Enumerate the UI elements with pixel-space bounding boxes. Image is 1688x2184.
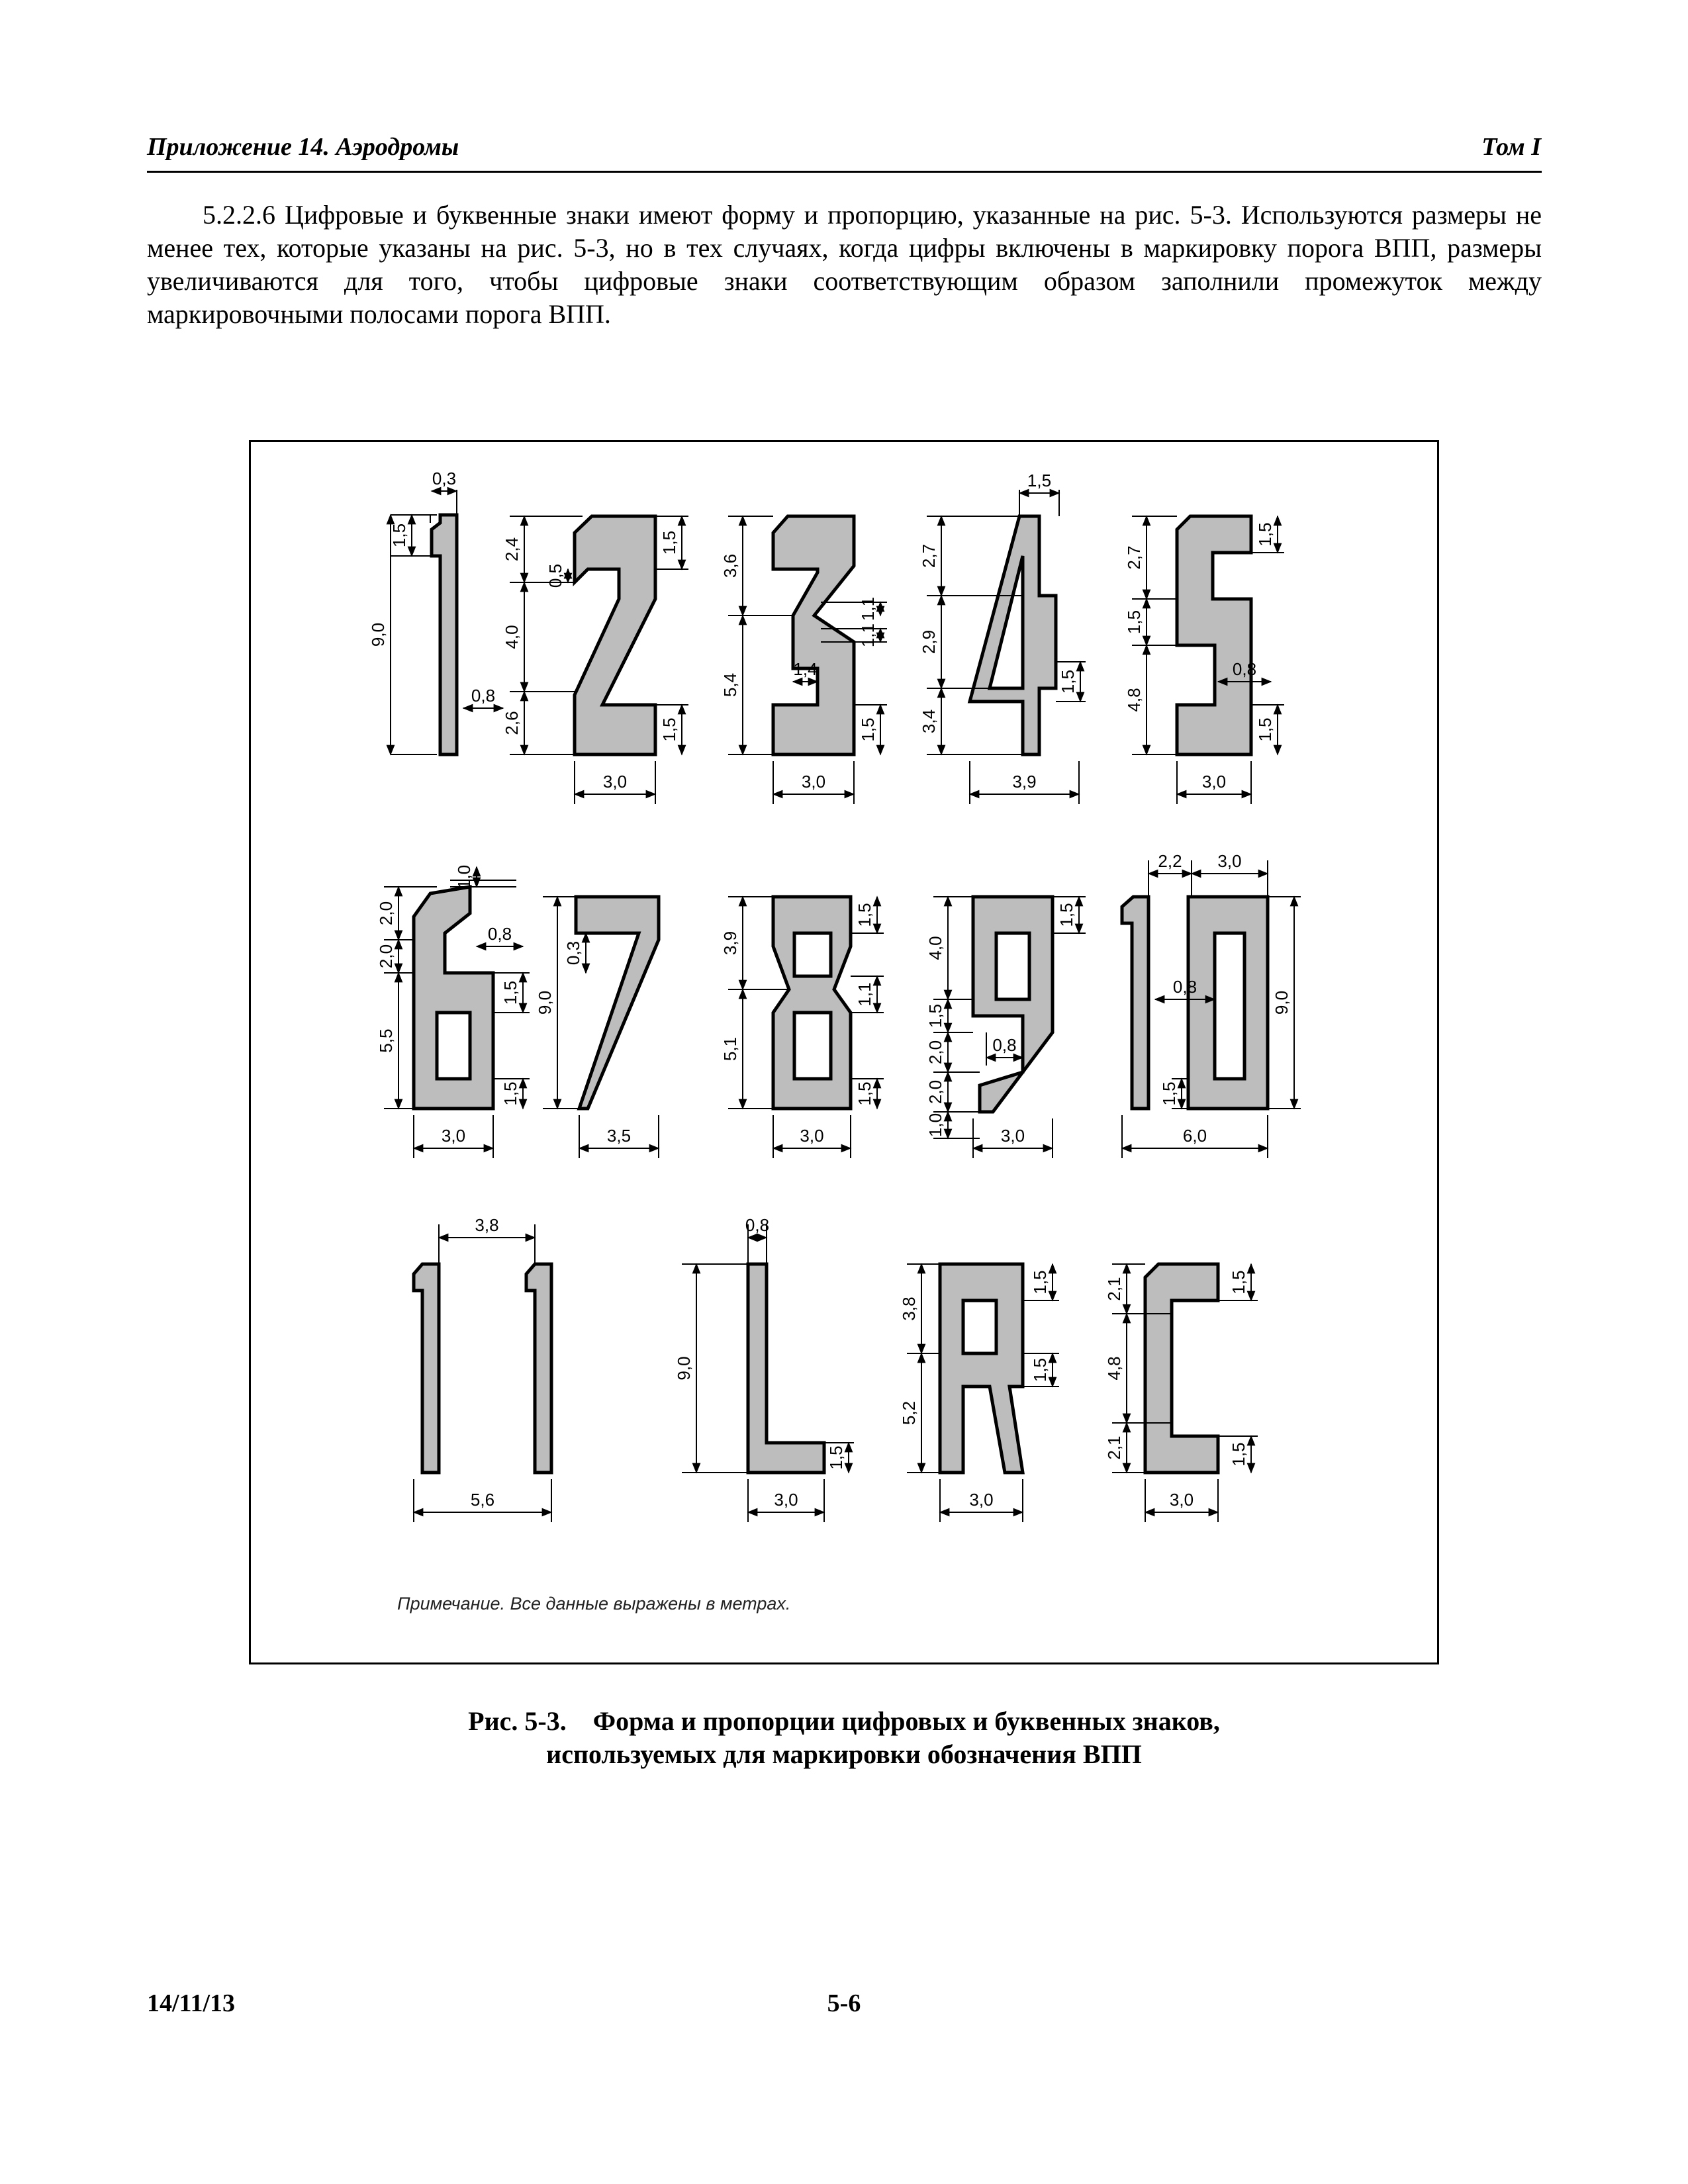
dim-3-d: 1,1 xyxy=(858,623,878,648)
dim-1-a: 0,3 xyxy=(432,469,457,488)
dim-4-b: 2,7 xyxy=(919,543,939,569)
dim-R-e: 3,0 xyxy=(969,1490,994,1510)
running-header-title: Приложение 14. Аэродромы xyxy=(147,133,459,161)
dim-10-e: 9,0 xyxy=(1272,990,1291,1015)
footer-page-number: 5-6 xyxy=(827,1989,861,2017)
dim-3-e: 1,4 xyxy=(793,659,818,679)
dim-L-b: 9,0 xyxy=(674,1356,694,1381)
dim-R-a: 3,8 xyxy=(899,1297,919,1321)
dim-9-g: 0,8 xyxy=(992,1035,1017,1055)
dim-10-f: 6,0 xyxy=(1182,1126,1207,1146)
dim-9-d: 2,0 xyxy=(925,1040,945,1065)
dim-5-f: 1,5 xyxy=(1255,717,1275,742)
dim-5-b: 1,5 xyxy=(1124,610,1144,635)
dim-10-d: 1,5 xyxy=(1159,1081,1179,1106)
dim-6-b: 2,0 xyxy=(376,901,396,926)
dim-2-e: 1,5 xyxy=(659,530,679,555)
dim-4-a: 1,5 xyxy=(1027,471,1052,490)
dim-8-c: 1,5 xyxy=(855,903,874,927)
dim-5-g: 3,0 xyxy=(1201,772,1227,792)
dim-6-e: 0,8 xyxy=(487,924,512,944)
dim-4-c: 2,9 xyxy=(919,629,939,655)
dim-6-f: 1,5 xyxy=(500,980,520,1005)
dim-4-e: 1,5 xyxy=(1058,669,1078,694)
figure-note: Примечание. Все данные выражены в метрах. xyxy=(397,1594,791,1614)
dim-6-a: 1,0 xyxy=(454,864,474,889)
dim-2-b: 4,0 xyxy=(502,625,522,649)
dim-3-g: 3,0 xyxy=(801,772,826,792)
dim-5-e: 0,8 xyxy=(1232,659,1257,679)
dim-5-d: 1,5 xyxy=(1255,522,1275,547)
dim-C-a: 2,1 xyxy=(1104,1277,1124,1301)
dim-9-e: 2,0 xyxy=(925,1079,945,1105)
dim-2-d: 0,5 xyxy=(545,563,565,588)
dim-4-f: 3,9 xyxy=(1012,772,1037,792)
dim-5-a: 2,7 xyxy=(1124,545,1144,570)
dim-2-f: 1,5 xyxy=(659,717,679,742)
dim-7-b: 0,3 xyxy=(563,940,583,966)
dim-11-a: 3,8 xyxy=(475,1215,499,1235)
dim-3-b: 5,4 xyxy=(720,672,740,698)
dim-9-b: 4,0 xyxy=(925,936,945,960)
dim-8-e: 1,5 xyxy=(855,1081,874,1106)
dim-L-a: 0,8 xyxy=(745,1215,770,1235)
figure-caption-line1 xyxy=(0,1706,1688,1737)
dim-7-c: 3,5 xyxy=(606,1126,632,1146)
dim-10-a: 2,2 xyxy=(1158,851,1182,871)
dim-1-b: 1,5 xyxy=(389,523,409,548)
dim-R-d: 1,5 xyxy=(1030,1357,1050,1383)
dim-10-b: 3,0 xyxy=(1217,851,1242,871)
dim-9-c: 1,5 xyxy=(925,1003,945,1028)
dim-9-h: 3,0 xyxy=(1000,1126,1025,1146)
dim-C-e: 1,5 xyxy=(1229,1442,1248,1467)
dim-L-d: 3,0 xyxy=(774,1490,798,1510)
dim-3-c: 1,1 xyxy=(858,596,878,621)
figure-frame xyxy=(249,440,1439,1664)
dim-10-c: 0,8 xyxy=(1172,977,1197,997)
dim-1-d: 0,8 xyxy=(471,686,496,705)
dim-9-f: 1,0 xyxy=(925,1113,945,1138)
dim-2-a: 2,4 xyxy=(502,537,522,562)
dim-8-b: 5,1 xyxy=(720,1036,740,1062)
dim-7-a: 9,0 xyxy=(535,990,555,1015)
dim-C-b: 4,8 xyxy=(1104,1356,1124,1381)
footer-date: 14/11/13 xyxy=(147,1989,236,2017)
dim-4-d: 3,4 xyxy=(919,709,939,734)
dim-6-g: 1,5 xyxy=(500,1081,520,1106)
dim-R-b: 5,2 xyxy=(899,1400,919,1426)
dim-R-c: 1,5 xyxy=(1030,1270,1050,1295)
dim-8-a: 3,9 xyxy=(720,931,740,956)
dim-9-a: 1,5 xyxy=(1056,903,1076,927)
dim-8-f: 3,0 xyxy=(800,1126,824,1146)
dim-C-c: 2,1 xyxy=(1104,1435,1124,1460)
dim-3-a: 3,6 xyxy=(720,553,740,578)
running-header-volume: Том I xyxy=(1481,133,1541,161)
dim-8-d: 1,1 xyxy=(855,982,874,1007)
dim-1-c: 9,0 xyxy=(368,622,388,647)
dim-2-g: 3,0 xyxy=(602,772,628,792)
dim-C-f: 3,0 xyxy=(1169,1490,1194,1510)
dim-L-c: 1,5 xyxy=(826,1445,846,1470)
body-paragraph: 5.2.2.6 Цифровые и буквенные знаки имеют форму и пропорцию, указанные на рис. 5-3. Используются размеры не менее тех, которые указаны на рис. 5-3, но в тех случаях, когда цифры включены в маркировку порога ВПП, размеры увеличиваются для того, чтобы цифровые знаки соответствующим образом заполнили промежуток между маркировочными полосами порога ВПП. xyxy=(147,200,1542,329)
figure-number: Рис. 5-3. xyxy=(468,1706,567,1736)
figure-caption-line2: используемых для маркировки обозначения ВПП xyxy=(546,1739,1142,1769)
dim-3-f: 1,5 xyxy=(858,717,878,742)
dim-6-d: 5,5 xyxy=(376,1028,396,1053)
dim-6-c: 2,0 xyxy=(376,944,396,969)
dim-6-h: 3,0 xyxy=(441,1126,466,1146)
dim-5-c: 4,8 xyxy=(1124,688,1144,712)
dim-C-d: 1,5 xyxy=(1229,1270,1248,1295)
dim-11-b: 5,6 xyxy=(470,1490,495,1510)
figure-caption-text1: Форма и пропорции цифровых и буквенных знаков, xyxy=(592,1706,1220,1736)
dim-2-c: 2,6 xyxy=(502,711,522,735)
